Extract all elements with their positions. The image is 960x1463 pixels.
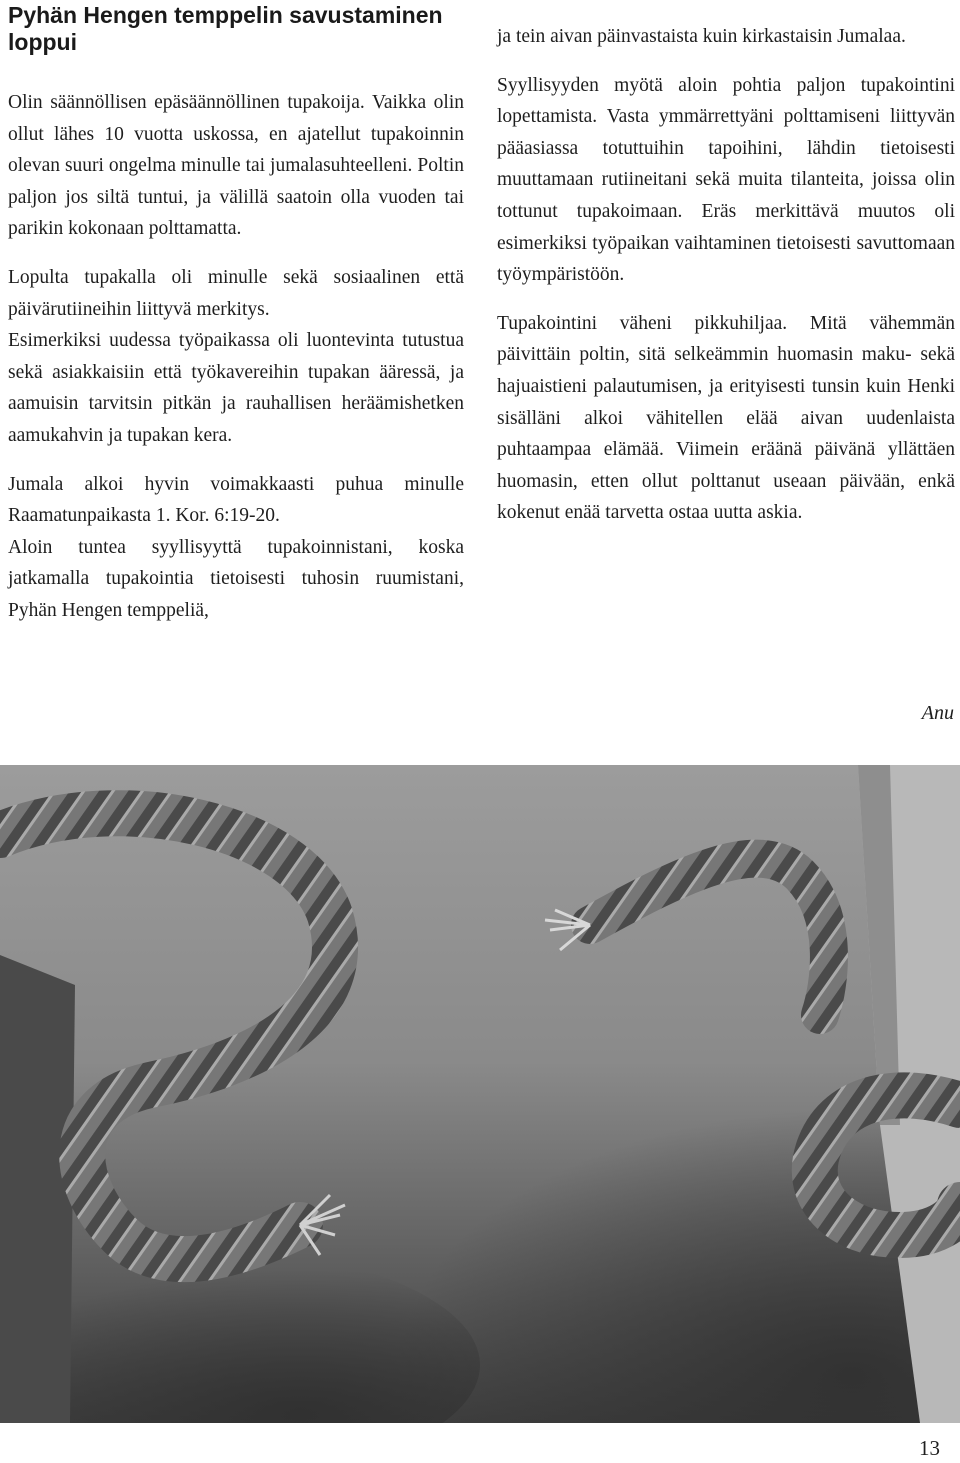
paragraph: Tupakointini väheni pikkuhiljaa. Mitä vähemmän päivittäin poltin, sitä selkeämmin huomasin maku- sekä hajuaistieni palautumisen, ja erityisesti tunsin kuin Henki sisälläni alkoi vähitellen elää aivan uudenlaista puhtaampaa elämää. Viimein eräänä päivänä yllättäen huomasin, etten ollut polttanut useaan päivään, enkä kokenut enää tarvetta ostaa uutta askia.	[497, 312, 955, 524]
broken-rope-photo	[0, 765, 960, 1423]
paragraph: Olin säännöllisen epäsäännöllinen tupakoija. Vaikka olin ollut lähes 10 vuotta uskossa, en ajatellut tupakoinnin olevan suuri ongelma minulle tai jumalasuhteelleni. Poltin paljon jos siltä tuntui, ja välillä saatoin olla vuoden tai parikin kokonaan polttamatta.	[8, 92, 464, 240]
article-title: Pyhän Hengen temppelin savustaminen loppui	[8, 2, 443, 55]
author-signature: Anu	[921, 702, 954, 724]
right-column	[497, 21, 955, 529]
left-column	[8, 87, 464, 627]
page-number: 13	[919, 1436, 940, 1460]
paragraph: Jumala alkoi hyvin voimakkaasti puhua minulle Raamatunpaikasta 1. Kor. 6:19-20.	[8, 473, 464, 527]
paragraph: Esimerkiksi uudessa työpaikassa oli luontevinta tutustua sekä asiakkaisiin että työkavereihin tupakan ääressä, ja aamuisin tarvitsin pitkän ja rauhallisen heräämishetken aamukahvin ja tupakan kera.	[8, 330, 464, 446]
paragraph: Aloin tuntea syyllisyyttä tupakoinnistani, koska jatkamalla tupakointia tietoisesti tuhosin ruumistani, Pyhän Hengen temppeliä,	[8, 536, 464, 621]
paragraph: Lopulta tupakalla oli minulle sekä sosiaalinen että päivärutiineihin liittyvä merkitys.	[8, 266, 464, 320]
paragraph: ja tein aivan päinvastaista kuin kirkastaisin Jumalaa.	[497, 26, 906, 47]
paragraph: Syyllisyyden myötä aloin pohtia paljon tupakointini lopettamista. Vasta ymmärrettyäni polttamiseni liittyvän pääasiassa totuttuihin tapoihini, lähdin tietoisesti muuttamaan rutiineitani sekä muita tilanteita, joissa olin tottunut tupakoimaan. Eräs merkittävä muutos oli esimerkiksi työpaikan vaihtaminen tietoisesti savuttomaan työympäristöön.	[497, 74, 955, 286]
